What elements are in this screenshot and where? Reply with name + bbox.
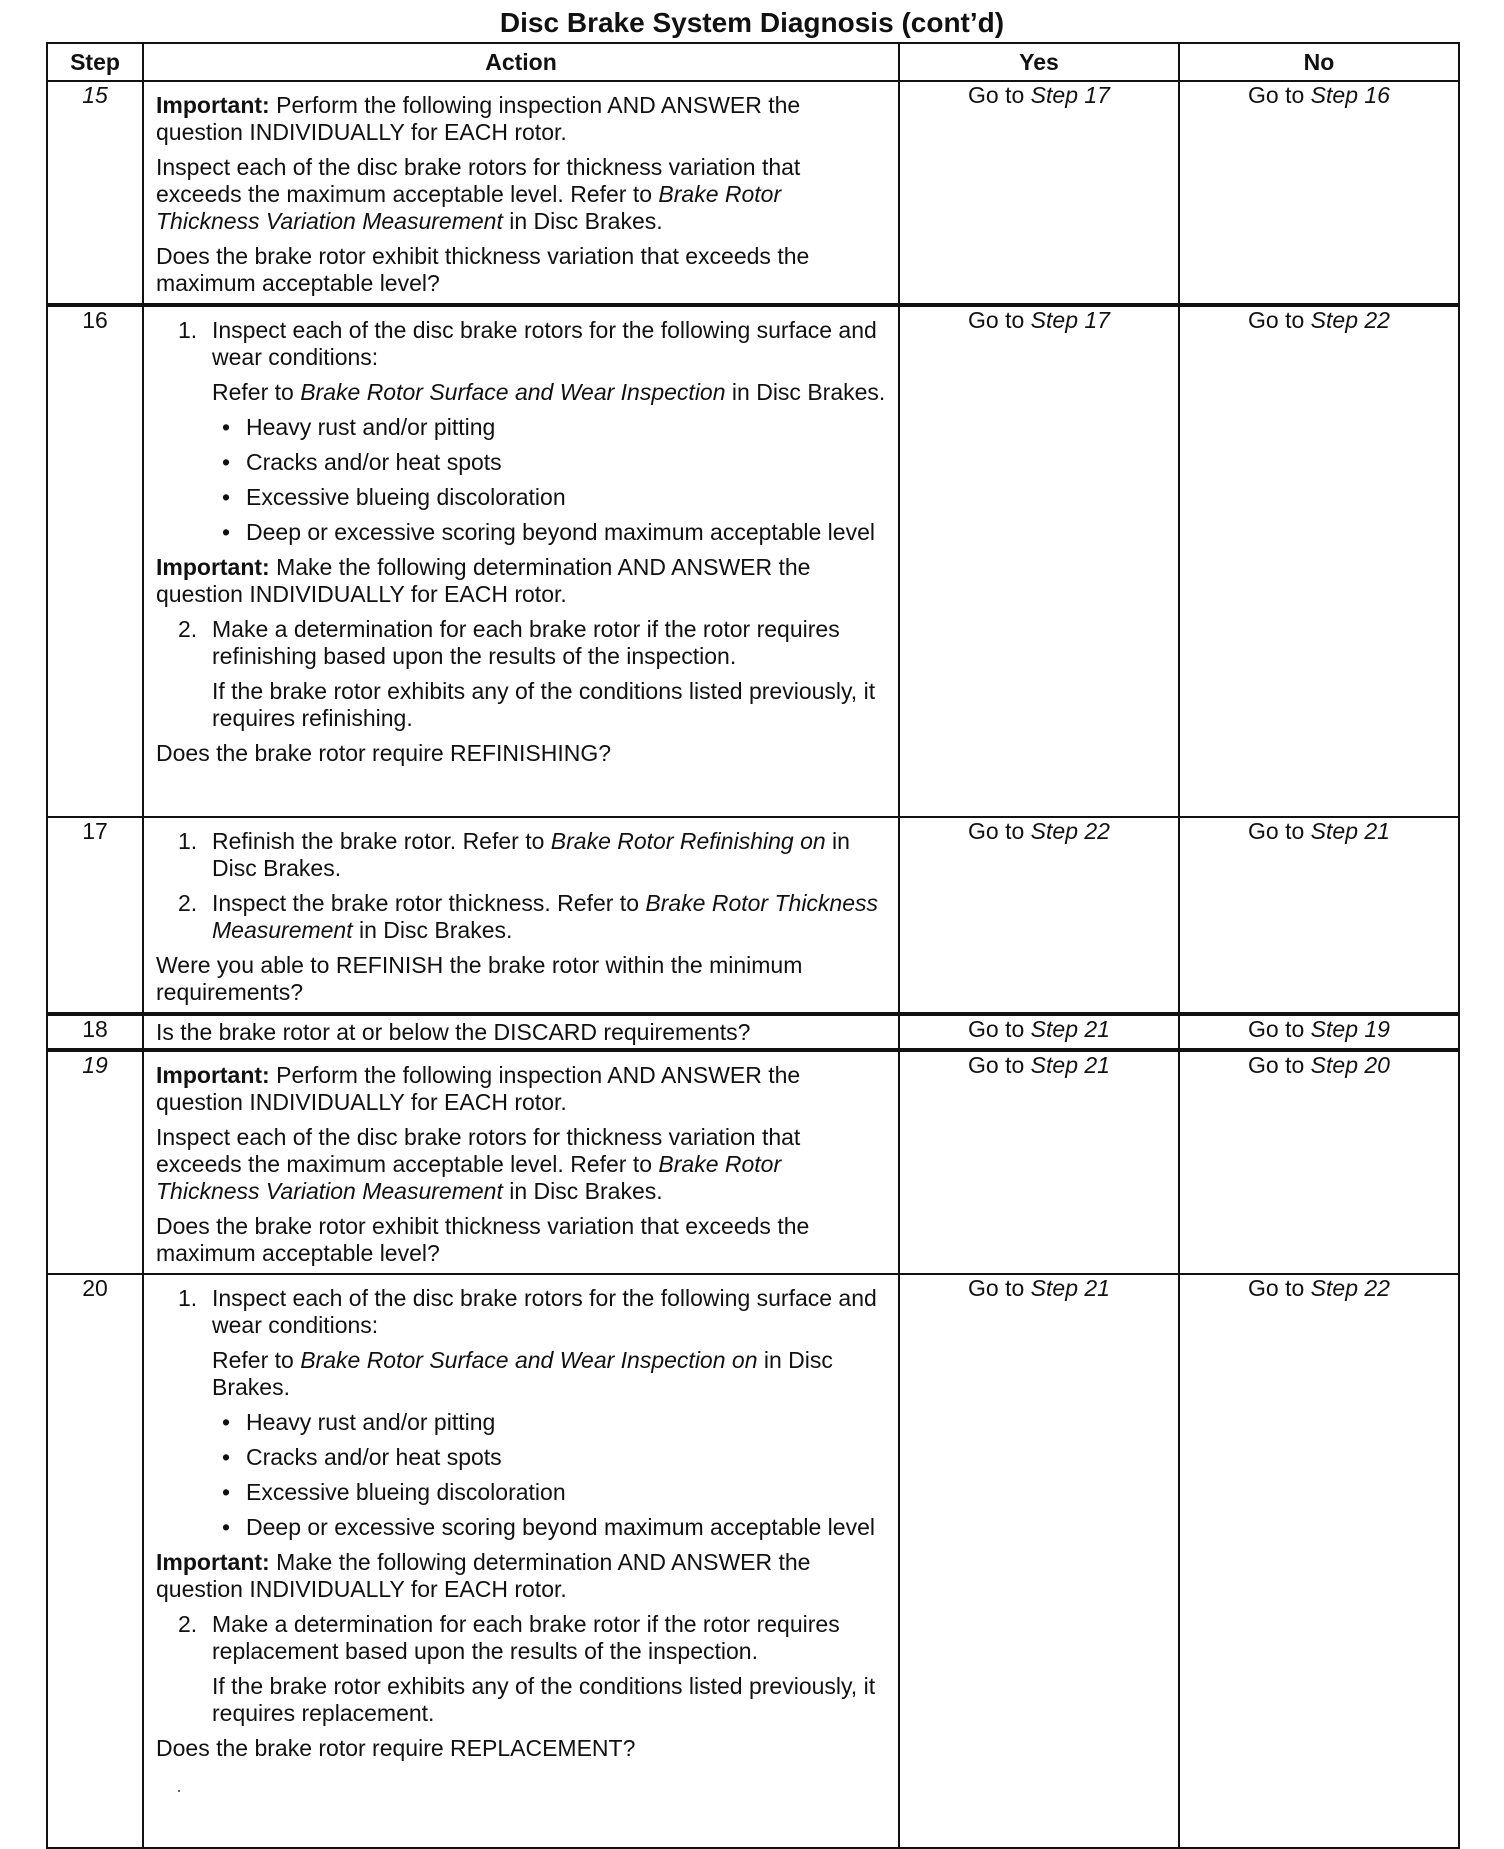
action-cell [143,1014,899,1050]
numbered-instruction [178,1611,888,1665]
action-text: in Disc Brakes. [212,1347,833,1400]
action-text: Heavy rust and/or pitting [246,414,496,440]
action-text: If the brake rotor exhibits any of the conditions listed previously, it requires replacement. [212,1673,876,1726]
reference-note [212,678,888,732]
action-text: Deep or excessive scoring beyond maximum acceptable level [246,519,875,545]
bullet-icon: • [222,1479,231,1505]
goto-label: Go to [1248,1016,1311,1042]
table-row [47,1014,1459,1050]
procedure-reference: Brake Rotor Refinishing on [550,828,826,854]
action-paragraph [156,554,888,608]
goto-label: Go to [1248,82,1311,108]
action-text: Make a determination for each brake rotor if the rotor requires replacement based upon the results of the inspection. [212,1611,840,1664]
goto-label: Go to [968,1052,1031,1078]
step-reference: Step 17 [1030,82,1110,108]
action-text: Inspect each of the disc brake rotors for the following surface and wear conditions: [212,317,877,370]
no-result-cell [1179,817,1459,1014]
step-number: 16 [47,305,143,817]
condition-bullet [222,1479,888,1506]
goto-label: Go to [1248,818,1311,844]
bullet-text [246,519,888,546]
no-result-cell [1179,1274,1459,1848]
action-text: Does the brake rotor require REPLACEMENT? [156,1735,636,1761]
action-text: in Disc Brakes. [502,208,663,234]
action-paragraph [156,952,888,1006]
step-reference: Step 17 [1030,307,1110,333]
no-result-cell [1179,305,1459,817]
reference-note [212,379,888,406]
action-text: Cracks and/or heat spots [246,449,502,475]
table-row [47,1050,1459,1274]
action-text: Inspect each of the disc brake rotors for the following surface and wear conditions: [212,1285,877,1338]
action-text: If the brake rotor exhibits any of the conditions listed previously, it requires refinishing. [212,678,876,731]
action-text: Were you able to REFINISH the brake rotor within the minimum requirements? [156,952,803,1005]
goto-label: Go to [1248,1275,1311,1301]
action-cell [143,817,899,1014]
action-text: Does the brake rotor require REFINISHING? [156,740,612,766]
step-reference: Step 19 [1310,1016,1390,1042]
important-label: Important: [156,1549,270,1575]
action-text: Cracks and/or heat spots [246,1444,502,1470]
procedure-reference: Brake Rotor Surface and Wear Inspection [300,379,726,405]
no-result-cell [1179,1050,1459,1274]
yes-result-cell [899,1274,1179,1848]
reference-note [212,1347,888,1401]
goto-label: Go to [1248,1052,1311,1078]
bullet-text [246,1479,888,1506]
yes-result-cell [899,305,1179,817]
instruction-number: 1. [178,1285,198,1311]
reference-note [212,1673,888,1727]
header-row [47,43,1459,81]
yes-result-cell [899,81,1179,305]
goto-label: Go to [968,818,1031,844]
action-text: Refer to [212,379,301,405]
numbered-instruction [178,890,888,944]
bullet-text [246,1514,888,1541]
action-text: Does the brake rotor exhibit thickness variation that exceeds the maximum acceptable level? [156,243,810,296]
bullet-text [246,414,888,441]
column-header-no: No [1179,43,1459,81]
action-paragraph [156,740,888,767]
action-paragraph [156,243,888,297]
goto-label: Go to [968,1275,1031,1301]
action-text: Make the following determination AND ANSWER the question INDIVIDUALLY for EACH rotor. [156,1549,811,1602]
step-reference: Step 22 [1030,818,1110,844]
action-paragraph [156,154,888,235]
action-text: Refinish the brake rotor. Refer to [212,828,551,854]
column-header-yes: Yes [899,43,1179,81]
action-cell [143,305,899,817]
instruction-text [212,616,888,670]
step-number: 19 [47,1050,143,1274]
bullet-icon: • [222,519,231,545]
instruction-text [212,890,888,944]
step-reference: Step 22 [1310,1275,1390,1301]
instruction-number: 1. [178,828,198,854]
condition-bullet [222,414,888,441]
column-header-step: Step [47,43,143,81]
bullet-text [246,1444,888,1471]
step-reference: Step 21 [1030,1052,1110,1078]
numbered-instruction [178,616,888,670]
instruction-number: 2. [178,890,198,916]
goto-label: Go to [968,1016,1031,1042]
instruction-text [212,1285,888,1339]
goto-label: Go to [1248,307,1311,333]
instruction-number: 2. [178,1611,198,1637]
condition-bullet [222,1514,888,1541]
action-text: Make a determination for each brake rotor if the rotor requires refinishing based upon the results of the inspection. [212,616,840,669]
action-paragraph [156,1062,888,1116]
action-text: Deep or excessive scoring beyond maximum acceptable level [246,1514,875,1540]
numbered-instruction [178,828,888,882]
important-label: Important: [156,554,270,580]
important-label: Important: [156,1062,270,1088]
action-text: Heavy rust and/or pitting [246,1409,496,1435]
step-number: 18 [47,1014,143,1050]
bullet-text [246,484,888,511]
yes-result-cell [899,817,1179,1014]
step-reference: Step 21 [1310,818,1390,844]
action-text: Refer to [212,1347,301,1373]
step-reference: Step 20 [1310,1052,1390,1078]
procedure-reference: Brake Rotor Thickness Variation Measurement [156,181,782,234]
action-cell [143,1050,899,1274]
scan-speck [178,1790,180,1792]
table-row [47,817,1459,1014]
action-paragraph [156,1213,888,1267]
action-text: Excessive blueing discoloration [246,1479,566,1505]
bullet-icon: • [222,1409,231,1435]
action-text: Make the following determination AND ANSWER the question INDIVIDUALLY for EACH rotor. [156,554,811,607]
action-text: Inspect each of the disc brake rotors for thickness variation that exceeds the maximum acceptable level. Refer to [156,1124,801,1177]
numbered-instruction [178,1285,888,1339]
action-text: Does the brake rotor exhibit thickness variation that exceeds the maximum acceptable level? [156,1213,810,1266]
action-cell [143,81,899,305]
action-text: in Disc Brakes. [212,828,850,881]
step-number: 20 [47,1274,143,1848]
instruction-text [212,1611,888,1665]
diagnosis-table [46,42,1460,1849]
bullet-icon: • [222,449,231,475]
action-paragraph [156,1124,888,1205]
step-reference: Step 21 [1030,1275,1110,1301]
procedure-reference: Brake Rotor Surface and Wear Inspection on [300,1347,758,1373]
bullet-icon: • [222,1444,231,1470]
instruction-text [212,828,888,882]
condition-bullet [222,1444,888,1471]
procedure-reference: Brake Rotor Thickness Measurement [212,890,879,943]
column-header-action: Action [143,43,899,81]
action-text: Is the brake rotor at or below the DISCARD requirements? [156,1019,751,1045]
condition-bullet [222,1409,888,1436]
condition-bullet [222,484,888,511]
goto-label: Go to [968,82,1031,108]
bullet-icon: • [222,484,231,510]
condition-bullet [222,449,888,476]
action-text: in Disc Brakes. [725,379,886,405]
action-paragraph [156,1019,888,1046]
action-text: Perform the following inspection AND ANSWER the question INDIVIDUALLY for EACH rotor. [156,1062,801,1115]
table-row [47,305,1459,817]
condition-bullet [222,519,888,546]
goto-label: Go to [968,307,1031,333]
instruction-number: 2. [178,616,198,642]
yes-result-cell [899,1014,1179,1050]
step-reference: Step 21 [1030,1016,1110,1042]
table-row [47,1274,1459,1848]
procedure-reference: Brake Rotor Thickness Variation Measurement [156,1151,782,1204]
no-result-cell [1179,81,1459,305]
no-result-cell [1179,1014,1459,1050]
action-text: Excessive blueing discoloration [246,484,566,510]
action-text: Inspect each of the disc brake rotors for thickness variation that exceeds the maximum acceptable level. Refer to [156,154,801,207]
bullet-text [246,1409,888,1436]
instruction-text [212,317,888,371]
table-row [47,81,1459,305]
step-reference: Step 16 [1310,82,1390,108]
action-text: Inspect the brake rotor thickness. Refer to [212,890,646,916]
step-reference: Step 22 [1310,307,1390,333]
action-cell [143,1274,899,1848]
step-number: 15 [47,81,143,305]
step-number: 17 [47,817,143,1014]
yes-result-cell [899,1050,1179,1274]
bullet-text [246,449,888,476]
bullet-icon: • [222,414,231,440]
instruction-number: 1. [178,317,198,343]
action-text: in Disc Brakes. [352,917,513,943]
numbered-instruction [178,317,888,371]
action-paragraph [156,1735,888,1762]
bullet-icon: • [222,1514,231,1540]
important-label: Important: [156,92,270,118]
action-paragraph [156,92,888,146]
action-text: in Disc Brakes. [502,1178,663,1204]
page-title: Disc Brake System Diagnosis (cont’d) [499,7,1005,38]
action-text: Perform the following inspection AND ANSWER the question INDIVIDUALLY for EACH rotor. [156,92,801,145]
action-paragraph [156,1549,888,1603]
